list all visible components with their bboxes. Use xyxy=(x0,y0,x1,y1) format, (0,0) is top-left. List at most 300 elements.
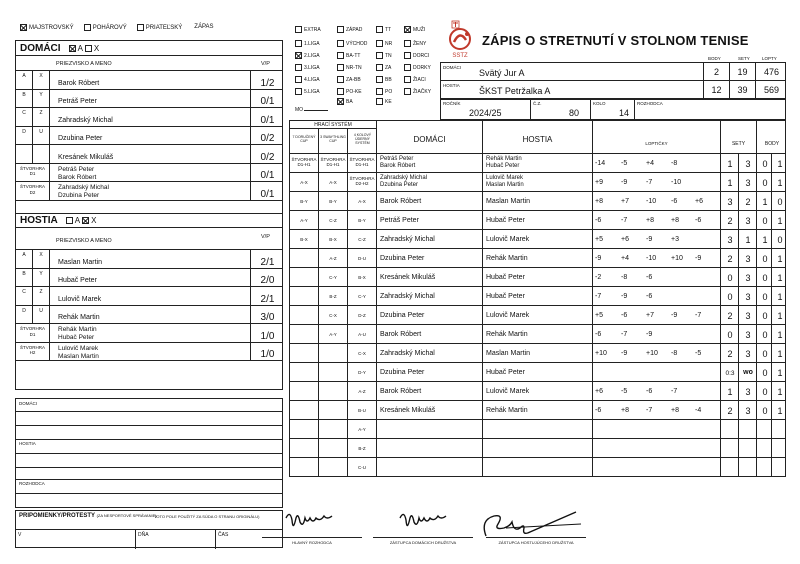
set-score: -8 xyxy=(621,274,628,281)
sstz-logo xyxy=(440,20,480,60)
league-checkbox-item[interactable] xyxy=(404,76,426,83)
system-code: B-Y xyxy=(358,218,366,223)
player-win-loss: 0/1 xyxy=(250,90,284,108)
doubles-win-loss: 1/0 xyxy=(250,324,284,342)
league-checkbox[interactable] xyxy=(404,88,411,95)
info-row xyxy=(440,99,786,120)
doubles-row xyxy=(16,324,282,343)
match-total: 2 xyxy=(727,254,733,264)
match-home-player: Kresánek Mikuláš xyxy=(380,407,436,414)
set-score: +8 xyxy=(595,198,603,205)
match-row xyxy=(289,363,786,382)
player-win-loss: 1/2 xyxy=(250,71,284,89)
set-score: +8 xyxy=(671,407,679,414)
match-home-player: Dzubina Peter xyxy=(380,369,425,376)
league-checkbox-item[interactable] xyxy=(337,26,362,33)
league-checkbox[interactable] xyxy=(295,64,302,71)
match-table-header xyxy=(289,120,786,154)
set-score: -9 xyxy=(695,255,702,262)
match-total: 3 xyxy=(745,159,751,169)
sys-col-2: 3 SWAYTHLING CUP xyxy=(319,129,348,155)
player-name: Barok Róbert xyxy=(58,79,100,87)
system-code: B-X xyxy=(329,237,337,242)
home-x-label: X xyxy=(93,43,100,53)
set-score: -9 xyxy=(646,331,653,338)
player-win-loss: 2/1 xyxy=(250,287,284,305)
match-home-player: Petráš Peter xyxy=(380,217,419,224)
guest-sety: 39 xyxy=(729,81,755,98)
remarks-label: PRIPOMIENKY/PROTESTY (ZA NESPORTOVÉ SPRÁVANIE) xyxy=(19,513,157,519)
doubles-row xyxy=(16,182,282,201)
player-row xyxy=(16,127,282,146)
doubles-names: Petráš Peter Barok Róbert xyxy=(58,165,97,181)
referee-sign-label: HLAVNÝ ROZHODCA xyxy=(292,540,332,545)
system-code xyxy=(319,401,347,408)
system-code: C-U xyxy=(358,465,366,470)
system-code: ŠTVORHRA D2-H2 xyxy=(349,176,375,186)
set-score: +4 xyxy=(646,160,654,167)
league-checkbox-item[interactable] xyxy=(404,40,426,47)
home-team-name: Svätý Jur A xyxy=(479,68,525,78)
system-code xyxy=(290,401,318,408)
guest-x-label: X xyxy=(91,216,97,225)
player-name: Petráš Peter xyxy=(58,98,97,105)
system-code xyxy=(290,439,318,446)
league-checkbox-item[interactable] xyxy=(337,88,362,95)
system-code xyxy=(290,325,318,332)
league-checkbox[interactable] xyxy=(376,52,383,59)
comp-type-label: ZÁPAS xyxy=(194,24,214,30)
match-home-player: Barok Róbert xyxy=(380,198,422,205)
system-code: D-Z xyxy=(358,313,366,318)
match-row xyxy=(289,249,786,268)
home-a-checkbox[interactable] xyxy=(69,45,76,52)
league-checkbox[interactable] xyxy=(404,52,411,59)
set-score: -7 xyxy=(621,217,628,224)
match-total: 3 xyxy=(745,387,751,397)
sets-col-header: SETY xyxy=(721,121,757,153)
guest-a-label: A xyxy=(74,216,81,225)
home-x-checkbox[interactable] xyxy=(85,45,92,52)
match-total: 1 xyxy=(777,159,783,169)
home-rep-signature xyxy=(396,508,456,538)
league-checkbox[interactable] xyxy=(404,26,411,33)
doubles-win-loss: 0/1 xyxy=(250,164,284,182)
player-row xyxy=(16,287,282,306)
match-total: 1 xyxy=(777,330,783,340)
league-checkbox-item[interactable] xyxy=(337,64,362,71)
match-total: 1 xyxy=(777,368,783,378)
league-checkbox-item[interactable] xyxy=(295,40,320,47)
system-code xyxy=(290,420,318,427)
home-section-header xyxy=(16,41,282,56)
home-team-row xyxy=(440,62,786,81)
comp-type-item[interactable] xyxy=(137,24,183,31)
match-guest-player: Lulovič Marek Maslan Martin xyxy=(486,175,524,189)
league-checkbox-item[interactable] xyxy=(404,26,425,33)
set-score: -5 xyxy=(621,160,628,167)
player-letter-alt: Z xyxy=(33,287,50,305)
doubles-row xyxy=(16,164,282,183)
match-total: 0 xyxy=(762,178,768,188)
set-score: +7 xyxy=(621,198,629,205)
notes-home-label: DOMÁCI xyxy=(19,401,37,406)
hdr-lopty: LOPTY xyxy=(762,56,777,61)
league-checkbox[interactable] xyxy=(376,64,383,71)
set-score: +6 xyxy=(695,198,703,205)
league-checkbox[interactable] xyxy=(295,88,302,95)
player-win-loss: 0/2 xyxy=(250,145,284,163)
player-win-loss: 0/1 xyxy=(250,108,284,126)
set-score: +6 xyxy=(595,388,603,395)
set-score: +8 xyxy=(671,217,679,224)
league-checkbox[interactable] xyxy=(376,26,383,33)
remarks-place[interactable]: V xyxy=(16,530,136,549)
doubles-names: Zahradský Michal Dzubina Peter xyxy=(58,184,109,200)
match-guest-player: Hubač Peter xyxy=(486,217,525,224)
doubles-win-loss: 0/1 xyxy=(250,182,284,200)
match-row xyxy=(289,154,786,173)
player-letter-alt: U xyxy=(33,127,50,145)
set-score: -6 xyxy=(595,217,602,224)
league-checkbox-item[interactable] xyxy=(295,88,320,95)
competition-type-row xyxy=(20,24,214,31)
league-checkbox[interactable] xyxy=(337,88,344,95)
match-total: 3 xyxy=(727,235,733,245)
set-score: -9 xyxy=(671,312,678,319)
league-checkbox[interactable] xyxy=(337,64,344,71)
player-name: Maslan Martin xyxy=(58,258,102,266)
match-row xyxy=(289,458,786,477)
system-code: C-X xyxy=(358,351,366,356)
match-total: 1 xyxy=(777,292,783,302)
player-letter: B xyxy=(16,269,33,287)
league-checkbox[interactable] xyxy=(295,52,302,59)
comp-type-checkbox[interactable] xyxy=(137,24,144,31)
comp-type-label: POHÁROVÝ xyxy=(92,24,127,31)
league-label: ŽENY xyxy=(413,40,427,47)
match-row xyxy=(289,268,786,287)
match-total: 1 xyxy=(727,159,733,169)
league-checkbox-item[interactable] xyxy=(376,88,392,95)
player-name: Zahradský Michal xyxy=(58,116,113,124)
match-row xyxy=(289,382,786,401)
match-total: 3 xyxy=(727,197,733,207)
match-total: 1 xyxy=(762,197,768,207)
doubles-code: ŠTVORHRA H2 xyxy=(16,343,50,361)
match-row xyxy=(289,230,786,249)
set-score: +5 xyxy=(595,312,603,319)
comp-type-item[interactable] xyxy=(84,24,127,31)
match-home-player: Barok Róbert xyxy=(380,388,422,395)
league-checkbox-item[interactable] xyxy=(376,40,392,47)
player-letter: D xyxy=(16,306,33,324)
system-code xyxy=(319,420,347,427)
match-total: 0:3 xyxy=(725,370,735,377)
player-row xyxy=(16,145,282,164)
system-code: B-X xyxy=(300,237,308,242)
set-score: -7 xyxy=(646,179,653,186)
league-checkbox[interactable] xyxy=(376,76,383,83)
set-score: +7 xyxy=(646,312,654,319)
match-total: 0 xyxy=(762,159,768,169)
guest-rep-sign-label: ZÁSTUPCA HOSTUJÚCEHO DRUŽSTVA xyxy=(498,540,574,545)
rocnik-value: 2024/25 xyxy=(469,108,502,118)
match-total: 3 xyxy=(745,254,751,264)
match-total: 0 xyxy=(727,273,733,283)
match-guest-player: Hubač Peter xyxy=(486,293,525,300)
match-home-player: Zahradský Michal xyxy=(380,293,435,300)
match-total: 3 xyxy=(745,406,751,416)
guest-title: HOSTIA xyxy=(20,215,58,226)
cz-value: 80 xyxy=(569,108,580,118)
set-score: +9 xyxy=(595,179,603,186)
match-total: 2 xyxy=(745,197,751,207)
league-checkbox[interactable] xyxy=(404,76,411,83)
set-score: +3 xyxy=(671,236,679,243)
match-guest-player: Rehák Martin xyxy=(486,407,528,414)
league-label: BA xyxy=(346,98,353,105)
league-checkbox[interactable] xyxy=(404,40,411,47)
system-code: A-X xyxy=(358,199,366,204)
player-letter-alt: Z xyxy=(33,108,50,126)
league-checkbox-item[interactable] xyxy=(376,76,392,83)
set-score: -5 xyxy=(621,388,628,395)
hdr-sety: SETY xyxy=(738,56,750,61)
league-label: NR xyxy=(385,40,393,47)
match-total: 0 xyxy=(762,330,768,340)
match-home-player: Zahradský Michal xyxy=(380,236,435,243)
league-checkbox-item[interactable] xyxy=(404,64,431,71)
doubles-win-loss: 1/0 xyxy=(250,343,284,361)
system-code: D-Y xyxy=(358,370,366,375)
match-total: 1 xyxy=(777,387,783,397)
match-total: 0 xyxy=(762,292,768,302)
league-checkbox-item[interactable] xyxy=(295,76,320,83)
player-letter-alt: Y xyxy=(33,269,50,287)
match-total: 0 xyxy=(777,235,783,245)
match-total: 0 xyxy=(762,368,768,378)
guest-x-checkbox[interactable] xyxy=(82,217,89,224)
match-row xyxy=(289,192,786,211)
league-label: TN xyxy=(385,52,392,59)
league-label: PO xyxy=(385,88,393,95)
league-checkbox[interactable] xyxy=(376,40,383,47)
guest-col-name: PRIEZVISKO A MENO xyxy=(56,238,112,244)
doubles-code: ŠTVORHRA D1 xyxy=(16,164,50,182)
system-code xyxy=(290,382,318,389)
league-checkbox-item[interactable] xyxy=(337,52,360,59)
league-checkbox-item[interactable] xyxy=(376,26,391,33)
player-letter: A xyxy=(16,71,33,89)
league-label: 4.LIGA xyxy=(304,76,320,83)
kolo-value: 14 xyxy=(619,108,630,118)
system-code xyxy=(290,363,318,370)
league-checkbox-item[interactable] xyxy=(376,52,392,59)
league-checkbox[interactable] xyxy=(295,76,302,83)
match-total: wo xyxy=(743,369,753,376)
system-code: A-Z xyxy=(358,389,366,394)
match-guest-player: Rehák Martin xyxy=(486,255,528,262)
set-score: +10 xyxy=(595,350,607,357)
match-row xyxy=(289,439,786,458)
comp-type-item[interactable] xyxy=(20,24,74,31)
league-checkbox-item[interactable] xyxy=(404,88,431,95)
match-guest-player: Maslan Martin xyxy=(486,198,530,205)
set-score: -10 xyxy=(646,198,657,205)
hdr-body: BODY xyxy=(708,56,721,61)
set-score: -6 xyxy=(621,312,628,319)
match-row xyxy=(289,401,786,420)
player-letter: B xyxy=(16,90,33,108)
guest-lopty: 569 xyxy=(755,81,787,98)
match-guest-player: Hubač Peter xyxy=(486,369,525,376)
comp-type-item[interactable] xyxy=(192,24,213,31)
match-total: 0 xyxy=(762,387,768,397)
page-title: ZÁPIS O STRETNUTÍ V STOLNOM TENISE xyxy=(482,33,749,48)
system-code xyxy=(319,439,347,446)
system-code xyxy=(319,458,347,465)
remarks-date[interactable]: DŇA xyxy=(136,530,216,549)
league-checkbox-item[interactable] xyxy=(295,64,320,71)
guest-team-row xyxy=(440,80,786,99)
match-guest-player: Hubač Peter xyxy=(486,274,525,281)
match-home-player: Barok Róbert xyxy=(380,331,422,338)
balls-col-header: LOPTIČKY xyxy=(593,121,721,153)
set-score: -6 xyxy=(595,407,602,414)
player-row xyxy=(16,306,282,325)
player-letter-alt: Y xyxy=(33,90,50,108)
set-score: +8 xyxy=(621,407,629,414)
match-total: 0 xyxy=(762,273,768,283)
match-row xyxy=(289,287,786,306)
player-win-loss: 2/0 xyxy=(250,269,284,287)
system-code: C-X xyxy=(329,313,337,318)
system-code: ŠTVORHRA D1-H1 xyxy=(291,157,317,167)
system-code: B-Z xyxy=(358,446,366,451)
comp-type-label: MAJSTROVSKÝ xyxy=(29,24,74,31)
league-checkbox-item[interactable] xyxy=(295,26,321,33)
league-checkbox[interactable] xyxy=(376,88,383,95)
match-total: 2 xyxy=(727,216,733,226)
system-code: B-X xyxy=(358,275,366,280)
system-code xyxy=(290,344,318,351)
league-checkbox[interactable] xyxy=(404,64,411,71)
league-checkbox-item[interactable] xyxy=(337,98,353,105)
player-letter-alt: X xyxy=(33,250,50,268)
match-row xyxy=(289,344,786,363)
league-label: BA-TT xyxy=(346,52,361,59)
match-total: 2 xyxy=(727,311,733,321)
league-label: TT xyxy=(385,26,392,33)
match-total: 0 xyxy=(762,254,768,264)
league-label: ZÁPAD xyxy=(346,26,363,33)
league-label: 5.LIGA xyxy=(304,88,320,95)
league-checkbox[interactable] xyxy=(337,52,344,59)
remarks-time[interactable]: ČAS xyxy=(218,532,229,538)
league-checkbox-item[interactable] xyxy=(295,52,320,59)
set-score: -4 xyxy=(695,407,702,414)
match-total: 2 xyxy=(727,406,733,416)
set-score: -5 xyxy=(695,350,702,357)
system-code: A-Y xyxy=(329,332,337,337)
system-code: A-Z xyxy=(329,256,337,261)
league-label: KE xyxy=(385,98,392,105)
player-name: Kresánek Mikuláš xyxy=(58,153,114,161)
league-checkbox-item[interactable] xyxy=(337,76,361,83)
set-score: -2 xyxy=(595,274,602,281)
doubles-code: ŠTVORHRA D1 xyxy=(16,324,50,342)
home-sety: 19 xyxy=(729,63,755,80)
home-col-header xyxy=(16,56,282,71)
league-checkbox[interactable] xyxy=(337,76,344,83)
teams-table xyxy=(440,56,786,101)
set-score: -7 xyxy=(595,293,602,300)
league-checkbox-item[interactable] xyxy=(376,64,391,71)
match-total: 0 xyxy=(762,216,768,226)
league-label: VÝCHOD xyxy=(346,40,368,47)
kolo-label: KOLO xyxy=(593,101,606,106)
match-total: 0 xyxy=(762,406,768,416)
league-label: EXTRA xyxy=(304,26,321,33)
league-checkbox[interactable] xyxy=(295,26,302,33)
guest-a-checkbox[interactable] xyxy=(66,217,73,224)
set-score: +8 xyxy=(646,217,654,224)
match-total: 0 xyxy=(762,311,768,321)
system-code xyxy=(319,344,347,351)
set-score: +6 xyxy=(621,236,629,243)
set-score: -7 xyxy=(621,331,628,338)
set-score: -9 xyxy=(621,350,628,357)
match-guest-player: Lulovič Marek xyxy=(486,388,530,395)
player-win-loss: 3/0 xyxy=(250,306,284,324)
league-checkbox-item[interactable] xyxy=(376,98,392,105)
match-guest-player: Lulovič Marek xyxy=(486,312,530,319)
league-checkbox-item[interactable] xyxy=(404,52,429,59)
mo-field: MO xyxy=(295,107,328,113)
match-guest-player: Lulovič Marek xyxy=(486,236,530,243)
home-lopty: 476 xyxy=(755,63,787,80)
match-total: 0 xyxy=(777,197,783,207)
league-label: ZA xyxy=(385,64,392,71)
remarks-hint: TOTO POLE POUŽITÝ ZA SÚDA O STRANU ORIGINÁLU) xyxy=(154,514,260,519)
league-checkbox-item[interactable] xyxy=(337,40,367,47)
system-code: A-Y xyxy=(358,427,366,432)
guest-col-header: HOSTIA xyxy=(483,121,593,153)
league-checkbox[interactable] xyxy=(337,98,344,105)
league-checkbox[interactable] xyxy=(337,26,344,33)
system-code xyxy=(290,249,318,256)
match-home-player: Dzubina Peter xyxy=(380,312,425,319)
comp-type-checkbox[interactable] xyxy=(20,24,27,31)
system-code xyxy=(290,458,318,465)
comp-type-label: PRIATEĽSKÝ xyxy=(145,24,183,31)
system-code xyxy=(319,382,347,389)
league-label: ZA-BB xyxy=(346,76,361,83)
match-total: 1 xyxy=(777,254,783,264)
league-checkbox[interactable] xyxy=(295,40,302,47)
match-total: 2 xyxy=(727,349,733,359)
player-win-loss: 0/2 xyxy=(250,127,284,145)
league-checkbox[interactable] xyxy=(376,98,383,105)
match-total: 1 xyxy=(777,273,783,283)
system-code: C-Z xyxy=(329,218,337,223)
player-name: Dzubina Peter xyxy=(58,135,103,142)
league-checkbox[interactable] xyxy=(337,40,344,47)
comp-type-checkbox[interactable] xyxy=(84,24,91,31)
match-total: 1 xyxy=(777,178,783,188)
match-row xyxy=(289,325,786,344)
